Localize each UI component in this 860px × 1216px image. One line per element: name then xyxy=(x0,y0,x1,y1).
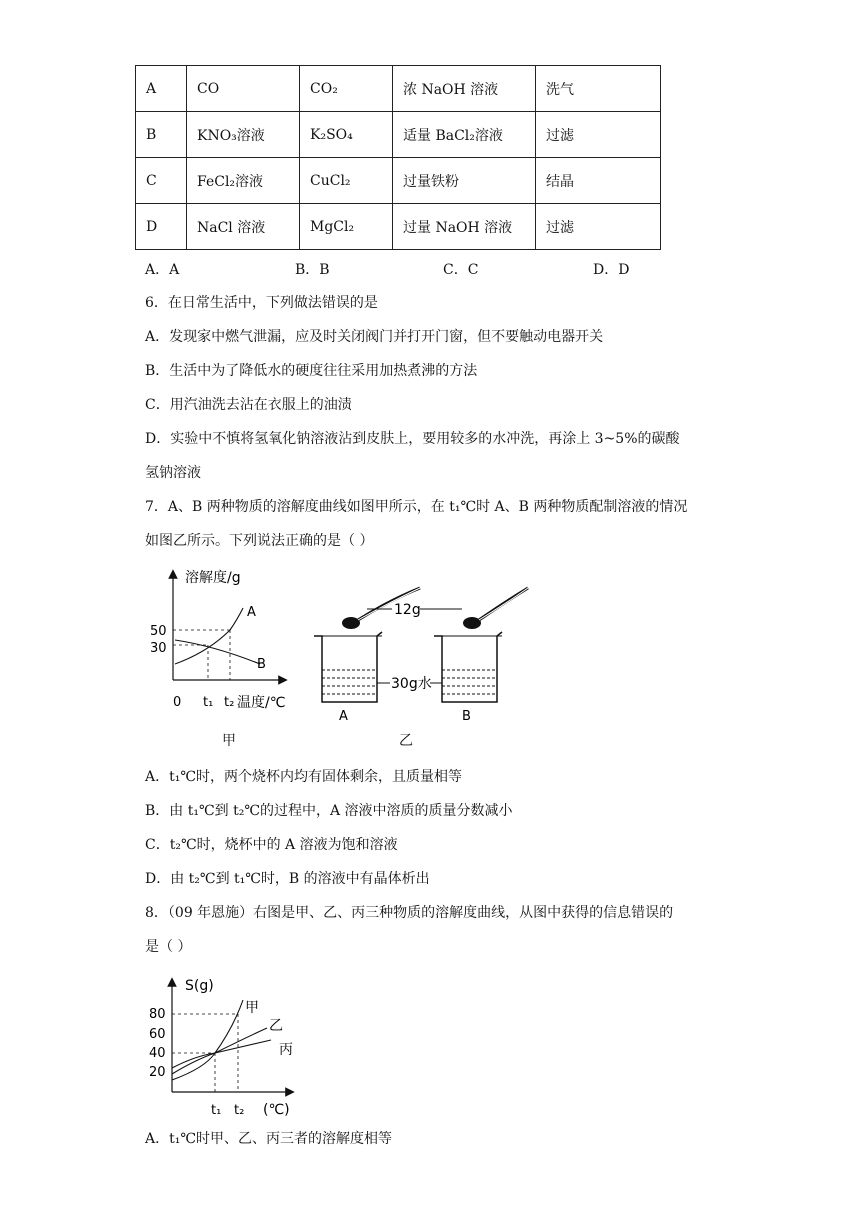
beaker-a-label: A xyxy=(339,709,348,722)
method-cell: 过滤 xyxy=(536,204,661,250)
substance-cell: KNO₃溶液 xyxy=(187,112,300,158)
method-cell: 洗气 xyxy=(536,66,661,112)
q6-stem: 6．在日常生活中，下列做法错误的是 xyxy=(145,295,378,311)
method-cell: 结晶 xyxy=(536,158,661,204)
table-row xyxy=(136,66,661,112)
substance-cell: NaCl 溶液 xyxy=(187,204,300,250)
q6-option-b: B．生活中为了降低水的硬度往往采用加热煮沸的方法 xyxy=(145,363,478,379)
options-table xyxy=(135,65,661,250)
spoon-icon xyxy=(463,588,528,629)
q7-option-c: C．t₂℃时，烧杯中的 A 溶液为饱和溶液 xyxy=(145,837,398,853)
row-label: A xyxy=(136,66,187,112)
water-label: 30g水 xyxy=(391,676,432,692)
y-tick-30: 30 xyxy=(150,641,167,656)
q8-stem-cont: 是（ ） xyxy=(145,939,192,955)
x-axis-label: 温度/℃ xyxy=(237,695,286,711)
substance-cell: CO xyxy=(187,66,300,112)
beaker-a xyxy=(314,632,382,702)
solubility-chart-q8 xyxy=(145,968,305,1120)
curve-b-label: B xyxy=(257,657,266,672)
row-label: B xyxy=(136,112,187,158)
q8-option-a: A．t₁℃时甲、乙、丙三者的溶解度相等 xyxy=(145,1131,393,1147)
impurity-cell: MgCl₂ xyxy=(300,204,393,250)
q7-stem: 7．A、B 两种物质的溶解度曲线如图甲所示，在 t₁℃时 A、B 两种物质配制溶液的情况 xyxy=(145,499,688,515)
x-axis-label: (℃) xyxy=(263,1102,290,1118)
solubility-chart-jia xyxy=(145,560,305,720)
q6-option-c: C．用汽油洗去沾在衣服上的油渍 xyxy=(145,397,352,413)
q7-stem-cont: 如图乙所示。下列说法正确的是（ ） xyxy=(145,533,374,549)
q5-option-b: B．B xyxy=(295,262,330,278)
q7-option-a: A．t₁℃时，两个烧杯内均有固体剩余，且质量相等 xyxy=(145,769,463,785)
q7-option-b: B．由 t₁℃到 t₂℃的过程中，A 溶液中溶质的质量分数减小 xyxy=(145,803,513,819)
x-tick-t2: t₂ xyxy=(224,695,235,710)
impurity-cell: K₂SO₄ xyxy=(300,112,393,158)
figure-caption-yi: 乙 xyxy=(399,733,413,749)
reagent-cell: 浓 NaOH 溶液 xyxy=(393,66,536,112)
q5-option-a: A．A xyxy=(145,262,180,278)
y-tick-80: 80 xyxy=(149,1007,166,1022)
reagent-cell: 过量 NaOH 溶液 xyxy=(393,204,536,250)
reagent-cell: 过量铁粉 xyxy=(393,158,536,204)
beaker-b-label: B xyxy=(462,709,471,722)
x-tick-t2: t₂ xyxy=(234,1103,245,1118)
figure-caption-jia: 甲 xyxy=(222,733,236,749)
curve-bing-label: 丙 xyxy=(279,1042,293,1058)
x-tick-t1: t₁ xyxy=(211,1103,222,1118)
q5-option-c: C．C xyxy=(443,262,479,278)
origin-label: 0 xyxy=(173,695,182,710)
y-tick-50: 50 xyxy=(150,624,167,639)
q6-option-d: D．实验中不慎将氢氧化钠溶液沾到皮肤上，要用较多的水冲洗，再涂上 3~5%的碳酸 xyxy=(145,431,680,447)
q6-option-d-cont: 氢钠溶液 xyxy=(145,465,201,481)
q6-option-a: A．发现家中燃气泄漏，应及时关闭阀门并打开门窗，但不要触动电器开关 xyxy=(145,329,604,345)
row-label: C xyxy=(136,158,187,204)
table-row xyxy=(136,204,661,250)
row-label: D xyxy=(136,204,187,250)
mass-label: 12g xyxy=(394,602,421,618)
q5-option-d: D．D xyxy=(593,262,630,278)
x-tick-t1: t₁ xyxy=(203,695,214,710)
q8-stem: 8．（09 年恩施）右图是甲、乙、丙三种物质的溶解度曲线，从图中获得的信息错误的 xyxy=(145,905,674,921)
y-axis-label: 溶解度/g xyxy=(185,570,241,586)
y-tick-20: 20 xyxy=(149,1065,166,1080)
table-row xyxy=(136,112,661,158)
q7-option-d: D．由 t₂℃到 t₁℃时，B 的溶液中有晶体析出 xyxy=(145,871,430,887)
y-tick-40: 40 xyxy=(149,1046,166,1061)
impurity-cell: CuCl₂ xyxy=(300,158,393,204)
y-axis-label: S(g) xyxy=(185,978,214,994)
curve-yi-label: 乙 xyxy=(269,1018,283,1034)
curve-a-label: A xyxy=(247,605,256,620)
curve-jia-label: 甲 xyxy=(245,1000,259,1016)
reagent-cell: 适量 BaCl₂溶液 xyxy=(393,112,536,158)
method-cell: 过滤 xyxy=(536,112,661,158)
substance-cell: FeCl₂溶液 xyxy=(187,158,300,204)
y-tick-60: 60 xyxy=(149,1027,166,1042)
beaker-diagram-yi xyxy=(310,582,535,722)
beaker-b xyxy=(434,632,502,702)
impurity-cell: CO₂ xyxy=(300,66,393,112)
table-row xyxy=(136,158,661,204)
